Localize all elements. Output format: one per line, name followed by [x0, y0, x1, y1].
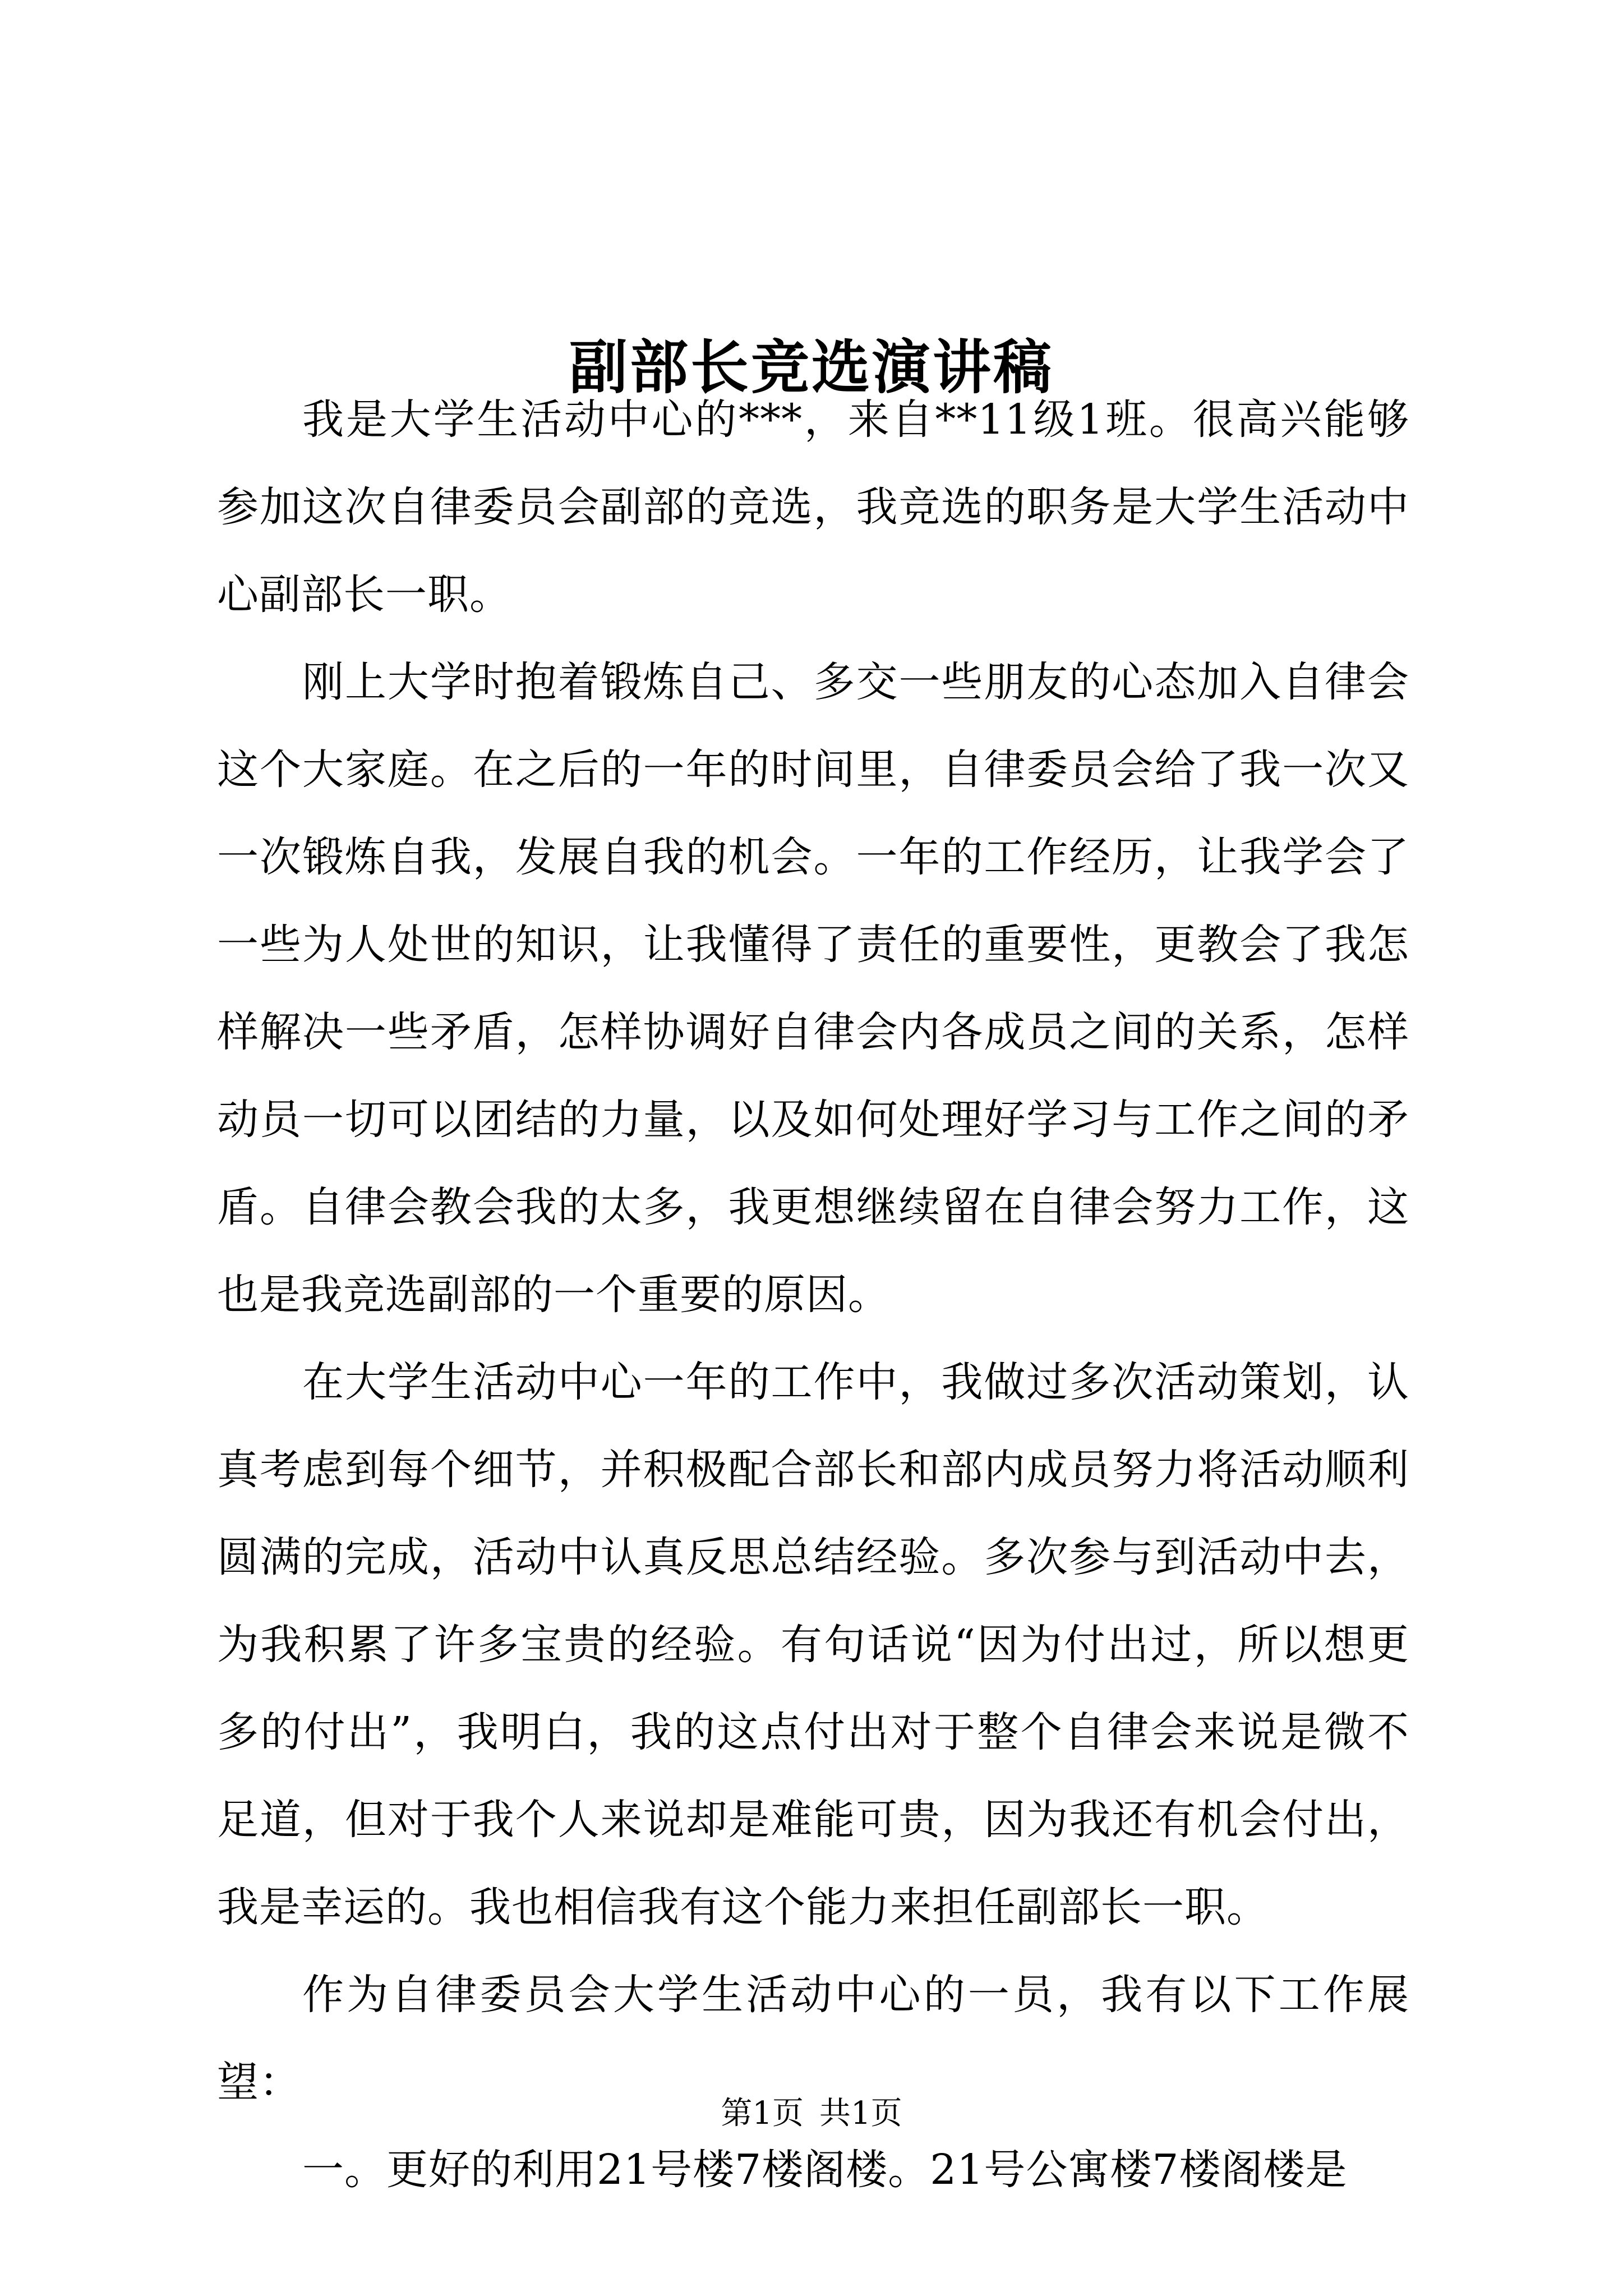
document-title: 副部长竞选演讲稿 — [569, 332, 1054, 402]
paragraph-intro: 我是大学生活动中心的***，来自**11级1班。很高兴能够参加这次自律委员会副部的竞选，我竞选的职务是大学生活动中心副部长一职。 — [217, 395, 1409, 619]
page-total: 共1页 — [819, 2095, 902, 2132]
paragraph-item-one: 一。更好的利用21号楼7楼阁楼。21号公寓楼7楼阁楼是 — [302, 2146, 1348, 2194]
page-footer — [0, 2091, 1623, 2136]
document-body — [217, 376, 1409, 2214]
paragraph-experience: 刚上大学时抱着锻炼自己、多交一些朋友的心态加入自律会这个大家庭。在之后的一年的时间里，自律委员会给了我一次又一次锻炼自我，发展自我的机会。一年的工作经历，让我学会了一些为人处世的知识，让我懂得了责任的重要性，更教会了我怎样解决一些矛盾，怎样协调好自律会内各成员之间的关系，怎样动员一切可以团结的力量，以及如何处理好学习与工作之间的矛盾。自律会教会我的太多，我更想继续留在自律会努力工作，这也是我竞选副部的一个重要的原因。 — [217, 658, 1409, 1319]
paragraph-activities: 在大学生活动中心一年的工作中，我做过多次活动策划，认真考虑到每个细节，并积极配合部长和部内成员努力将活动顺利圆满的完成，活动中认真反思总结经验。多次参与到活动中去，为我积累了许多宝贵的经验。有句话说“因为付出过，所以想更多的付出”，我明白，我的这点付出对于整个自律会来说是微不足道，但对于我个人来说却是难能可贵，因为我还有机会付出，我是幸运的。我也相信我有这个能力来担任副部长一职。 — [217, 1358, 1409, 1931]
paragraph-outlook: 作为自律委员会大学生活动中心的一员，我有以下工作展望： — [217, 1971, 1409, 2106]
page-number: 第1页 — [721, 2095, 804, 2132]
